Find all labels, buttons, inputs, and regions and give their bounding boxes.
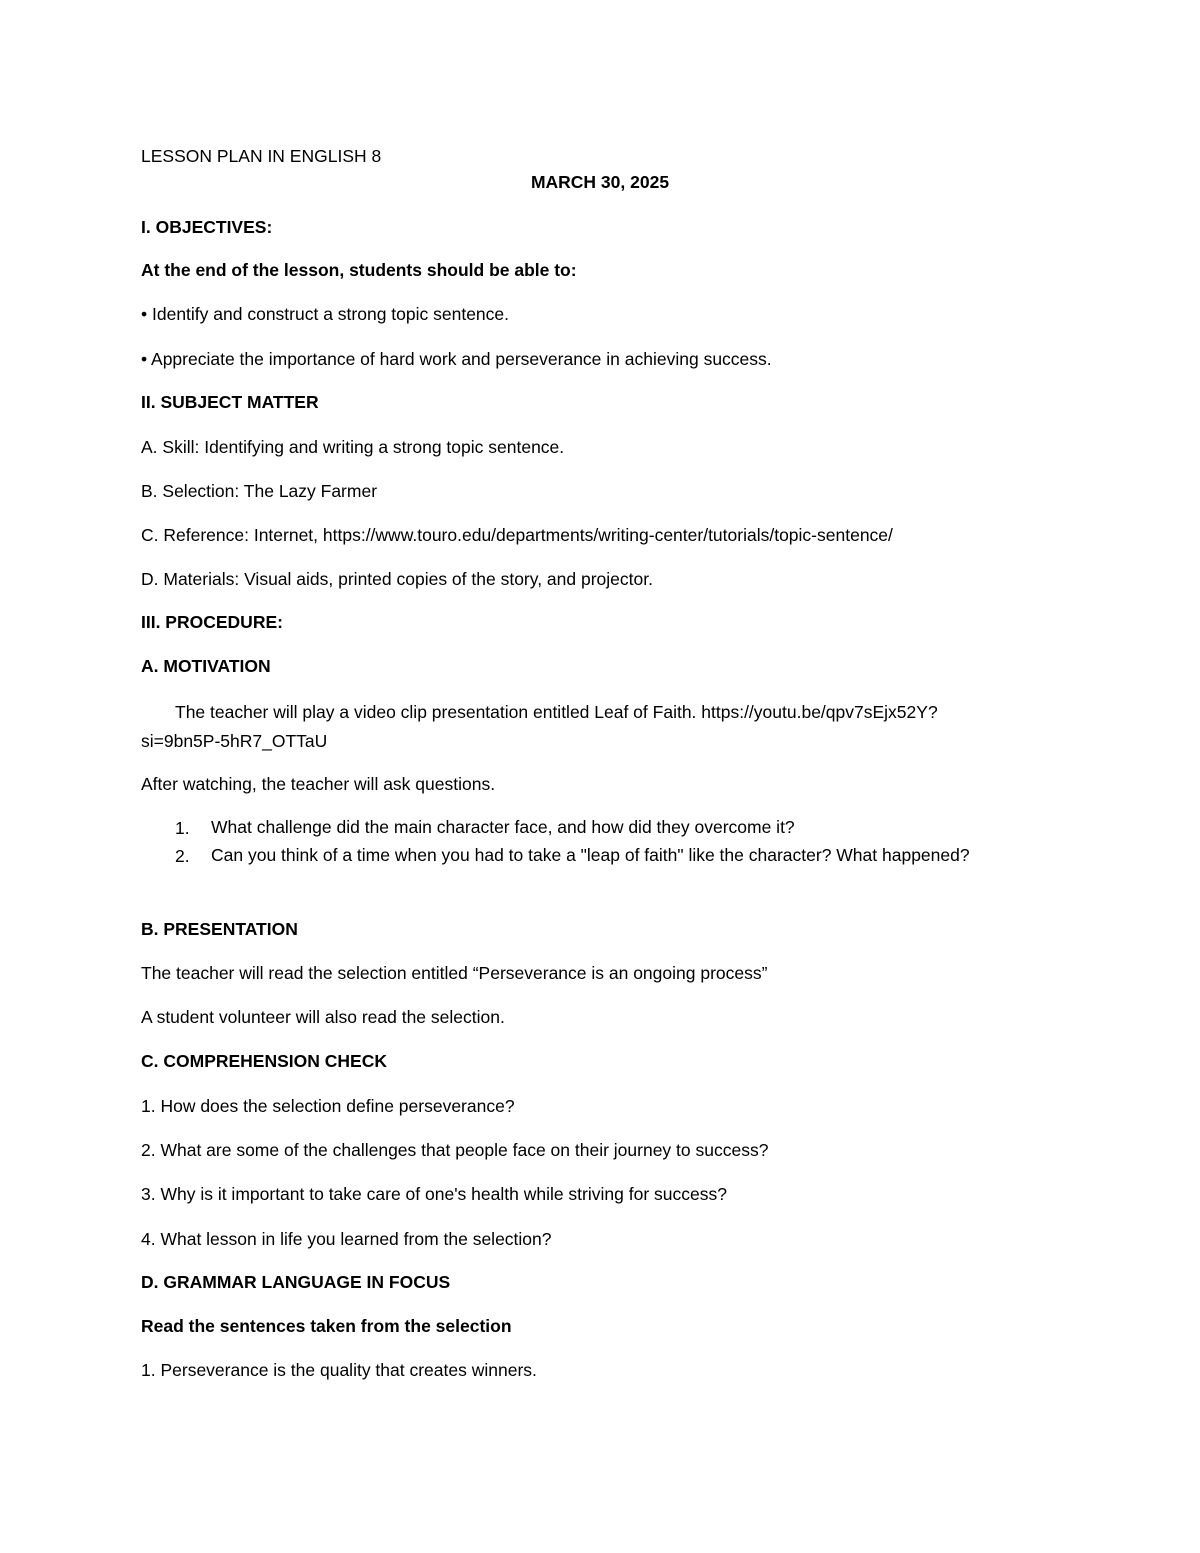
objective-item: • Identify and construct a strong topic sentence. [141, 304, 510, 324]
motivation-text-continued: si=9bn5P-5hR7_OTTaU [141, 731, 328, 751]
motivation-text: The teacher will play a video clip presentation entitled Leaf of Faith. https://youtu.be/qpv7sEjx52Y? [175, 702, 938, 722]
comprehension-item: 1. How does the selection define perseverance? [141, 1096, 515, 1116]
motivation-after: After watching, the teacher will ask questions. [141, 774, 496, 794]
comprehension-item: 2. What are some of the challenges that people face on their journey to success? [141, 1140, 769, 1160]
comprehension-heading: C. COMPREHENSION CHECK [141, 1051, 387, 1071]
subject-matter-item: B. Selection: The Lazy Farmer [141, 481, 378, 501]
question-number: 2. [175, 846, 190, 866]
question-number: 1. [175, 818, 190, 838]
lesson-date: MARCH 30, 2025 [530, 172, 670, 192]
objectives-intro: At the end of the lesson, students should be able to: [141, 260, 577, 280]
presentation-text: The teacher will read the selection entitled “Perseverance is an ongoing process” [141, 963, 768, 983]
subject-matter-item: A. Skill: Identifying and writing a strong topic sentence. [141, 437, 565, 457]
grammar-item: 1. Perseverance is the quality that creates winners. [141, 1360, 537, 1380]
subject-matter-item: C. Reference: Internet, https://www.touro.edu/departments/writing-center/tutorials/topic-sentence/ [141, 525, 893, 545]
presentation-text: A student volunteer will also read the selection. [141, 1007, 505, 1027]
grammar-subheading: Read the sentences taken from the selection [141, 1316, 512, 1336]
objectives-heading: I. OBJECTIVES: [141, 217, 273, 237]
motivation-heading: A. MOTIVATION [141, 656, 271, 676]
comprehension-item: 3. Why is it important to take care of one's health while striving for success? [141, 1184, 727, 1204]
grammar-heading: D. GRAMMAR LANGUAGE IN FOCUS [141, 1272, 451, 1292]
subject-matter-item: D. Materials: Visual aids, printed copies of the story, and projector. [141, 569, 653, 589]
presentation-heading: B. PRESENTATION [141, 919, 298, 939]
question-text: Can you think of a time when you had to take a "leap of faith" like the character? What happened? [211, 845, 970, 865]
question-text: What challenge did the main character face, and how did they overcome it? [211, 817, 795, 837]
procedure-heading: III. PROCEDURE: [141, 612, 283, 632]
objective-item: • Appreciate the importance of hard work and perseverance in achieving success. [141, 349, 772, 369]
document-title: LESSON PLAN IN ENGLISH 8 [141, 146, 382, 166]
subject-matter-heading: II. SUBJECT MATTER [141, 392, 319, 412]
comprehension-item: 4. What lesson in life you learned from the selection? [141, 1229, 552, 1249]
